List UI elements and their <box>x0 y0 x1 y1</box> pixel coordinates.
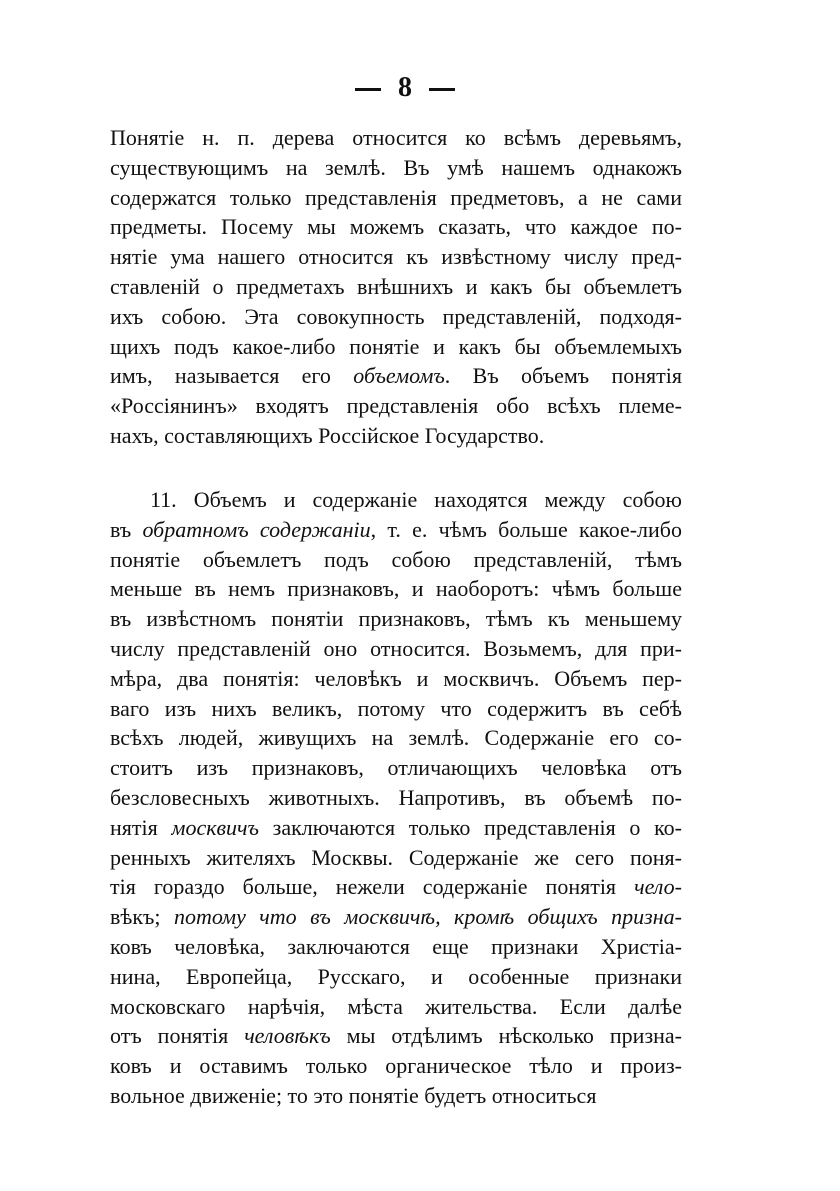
line-text: московскаго нарѣчія, мѣста жительства. Если далѣе <box>110 993 682 1019</box>
line-text: ковъ и оставимъ только органическое тѣло и произ- <box>110 1053 682 1079</box>
line-text: вѣкъ; <box>110 904 161 930</box>
italic-term: объемомъ <box>353 363 445 389</box>
line-text: всѣхъ людей, живущихъ на землѣ. Содержаніе его со- <box>110 725 682 751</box>
line-text: въ <box>110 516 143 542</box>
text-line <box>110 604 682 634</box>
line-text: 11. Объемъ и содержаніе находятся между собою <box>150 487 682 512</box>
line-text: Понятіе н. п. дерева относится ко всѣмъ деревьямъ, <box>110 125 682 150</box>
line-text: ренныхъ жителяхъ Москвы. Содержаніе же сего поня- <box>110 844 682 870</box>
text-line <box>110 421 682 451</box>
line-text: тія гораздо больше, нежели содержаніе понятія <box>110 874 635 900</box>
text-line <box>110 723 682 753</box>
line-text: нятія <box>110 814 172 840</box>
line-text: нятіе ума нашего относится къ извѣстному числу пред- <box>110 244 682 270</box>
line-text: безсловесныхъ животныхъ. Напротивъ, въ объемѣ по- <box>110 784 682 810</box>
text-line <box>110 694 682 724</box>
dash-left <box>355 88 381 91</box>
text-line <box>110 1021 682 1051</box>
text-line <box>110 242 682 272</box>
line-text: , т. е. чѣмъ больше какое-либо <box>370 516 682 542</box>
line-text: отъ понятія <box>110 1023 245 1049</box>
italic-term: потому что въ москвичѣ, кромѣ общихъ призна- <box>160 904 682 930</box>
text-line <box>110 783 682 813</box>
line-text: меньше въ немъ признаковъ, и наоборотъ: чѣмъ больше <box>110 576 682 602</box>
line-text: . Въ объемъ понятія <box>444 363 682 389</box>
text-line <box>110 153 682 183</box>
text-line <box>110 843 682 873</box>
line-text: ковъ человѣка, заключаются еще признаки Христіа- <box>110 933 682 959</box>
line-text: понятіе объемлетъ подъ собою представленій, тѣмъ <box>110 546 682 572</box>
line-text: мѣра, два понятія: человѣкъ и москвичъ. Объемъ пер- <box>110 665 682 691</box>
text-line <box>110 1081 682 1111</box>
text-line <box>110 123 682 153</box>
line-text: предметы. Посему мы можемъ сказать, что каждое по- <box>110 214 682 240</box>
line-text: имъ, называется его <box>110 363 354 389</box>
line-text: ваго изъ нихъ великъ, потому что содержитъ въ себѣ <box>110 695 682 721</box>
paragraph-2 <box>110 485 682 1111</box>
dash-right <box>429 88 455 91</box>
text-line <box>110 545 682 575</box>
text-line <box>110 485 682 515</box>
line-text: нина, Европейца, Русскаго, и особенные признаки <box>110 963 682 989</box>
italic-term: человѣкъ <box>244 1023 331 1049</box>
line-text: содержатся только представленія предметовъ, а не сами <box>110 184 682 210</box>
line-text: въ извѣстномъ понятіи признаковъ, тѣмъ къ меньшему <box>110 606 682 632</box>
text-line <box>110 1051 682 1081</box>
line-text: ихъ собою. Эта совокупность представленій, подходя- <box>110 303 682 329</box>
text-line <box>110 183 682 213</box>
text-line <box>110 302 682 332</box>
line-text: щихъ подъ какое-либо понятіе и какъ бы объемлемыхъ <box>110 333 682 359</box>
text-line <box>110 932 682 962</box>
line-text: числу представленій оно относится. Возьмемъ, для при- <box>110 635 682 661</box>
text-line <box>110 574 682 604</box>
text-line <box>110 962 682 992</box>
line-text: стоитъ изъ признаковъ, отличающихъ человѣка отъ <box>110 755 682 781</box>
text-line <box>110 902 682 932</box>
text-line <box>110 664 682 694</box>
line-text: «Россіянинъ» входятъ представленія обо всѣхъ племе- <box>110 393 682 419</box>
text-line <box>110 361 682 391</box>
text-line <box>110 992 682 1022</box>
line-text: мы отдѣлимъ нѣсколько призна- <box>330 1023 683 1049</box>
italic-term: москвичъ <box>171 814 259 840</box>
italic-term: обратномъ содержаніи <box>142 516 371 542</box>
page-number-header <box>0 70 810 106</box>
line-text: заключаются только представленія о ко- <box>258 814 682 840</box>
text-line <box>110 515 682 545</box>
text-line <box>110 872 682 902</box>
page-number: 8 <box>398 72 412 103</box>
text-line <box>110 212 682 242</box>
line-text: вольное движеніе; то это понятіе будетъ относиться <box>110 1082 597 1108</box>
line-text: ставленій о предметахъ внѣшнихъ и какъ бы объемлетъ <box>110 273 682 299</box>
text-line <box>110 634 682 664</box>
paragraph-1 <box>110 123 682 451</box>
line-text: нахъ, составляющихъ Россійское Государство. <box>110 422 545 448</box>
text-line <box>110 753 682 783</box>
text-line <box>110 332 682 362</box>
line-text: существующимъ на землѣ. Въ умѣ нашемъ однакожъ <box>110 154 682 180</box>
text-line <box>110 391 682 421</box>
text-line <box>110 813 682 843</box>
italic-term: чело- <box>634 874 682 900</box>
text-line <box>110 272 682 302</box>
